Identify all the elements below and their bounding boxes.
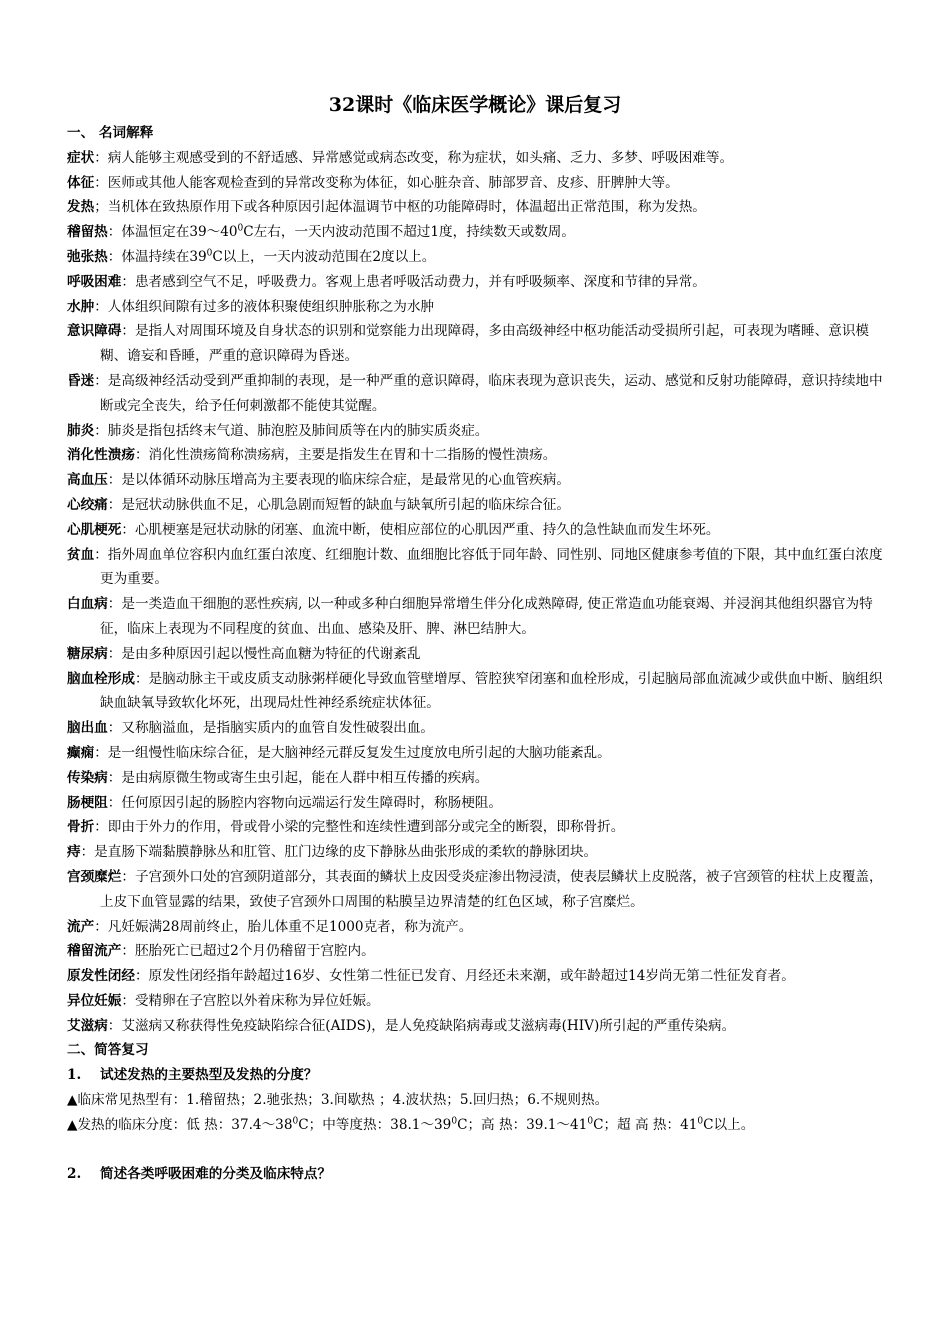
definition-term: 弛张热 bbox=[67, 248, 108, 265]
definition-text: ：胚胎死亡已超过2个月仍稽留于宫腔内。 bbox=[121, 943, 375, 960]
definition-term: 痔 bbox=[67, 844, 81, 861]
definition-term: 稽留热 bbox=[67, 224, 108, 241]
definition-text: ：是冠状动脉供血不足，心肌急剧而短暂的缺血与缺氧所引起的临床综合征。 bbox=[107, 496, 570, 513]
definition-entry bbox=[67, 518, 887, 543]
definition-text: ：消化性溃疡简称溃疡病，主要是指发生在胃和十二指肠的慢性溃疡。 bbox=[134, 447, 557, 464]
definition-text: ：即由于外力的作用，骨或骨小梁的完整性和连续性遭到部分或完全的断裂，即称骨折。 bbox=[94, 819, 625, 836]
definition-entry bbox=[67, 766, 887, 791]
definition-term: 呼吸困难 bbox=[67, 273, 122, 290]
definition-text: ：是指人对周围环境及自身状态的识别和觉察能力出现障碍，多由高级神经中枢功能活动受损所引起，可表现为嗜睡、意识模糊、谵妄和昏睡，严重的意识障碍为昏迷。 bbox=[100, 323, 870, 365]
definition-term: 意识障碍 bbox=[67, 323, 122, 340]
definition-term: 白血病 bbox=[67, 596, 108, 613]
definition-entry bbox=[67, 716, 887, 741]
definition-entry bbox=[67, 468, 887, 493]
definition-text: ：原发性闭经指年龄超过16岁、女性第二性征已发育、月经还未来潮，或年龄超过14岁尚无第二性征发育者。 bbox=[134, 968, 795, 985]
definition-term: 稽留流产 bbox=[67, 943, 122, 960]
question-2-text: 简述各类呼吸困难的分类及临床特点？ bbox=[100, 1166, 332, 1183]
definition-text: ：是直肠下端黏膜静脉丛和肛管、肛门边缘的皮下静脉丛曲张形成的柔软的静脉团块。 bbox=[80, 844, 598, 861]
definition-text: ：是脑动脉主干或皮质支动脉粥样硬化导致血管壁增厚、管腔狭窄闭塞和血栓形成，引起脑局部血流减少或供血中断、脑组织缺血缺氧导致软化坏死，出现局灶性神经系统症状体征。 bbox=[100, 670, 883, 712]
definition-list bbox=[67, 146, 887, 1039]
definition-term: 体征 bbox=[67, 174, 95, 191]
definition-text: ：是由多种原因引起以慢性高血糖为特征的代谢紊乱 bbox=[107, 645, 421, 662]
definition-entry bbox=[67, 319, 887, 369]
definition-entry bbox=[67, 171, 887, 196]
question-1-number: 1. bbox=[67, 1067, 82, 1084]
document-body bbox=[67, 121, 887, 1187]
question-2 bbox=[67, 1162, 887, 1187]
definition-term: 宫颈糜烂 bbox=[67, 868, 122, 885]
definition-term: 流产 bbox=[67, 918, 95, 935]
definition-text: ：是由病原微生物或寄生虫引起，能在人群中相互传播的疾病。 bbox=[107, 769, 489, 786]
definition-entry bbox=[67, 146, 887, 171]
definition-term: 原发性闭经 bbox=[67, 968, 135, 985]
definition-term: 癫痫 bbox=[67, 744, 95, 761]
definition-text: ：患者感到空气不足，呼吸费力。客观上患者呼吸活动费力，并有呼吸频率、深度和节律的异常。 bbox=[121, 273, 706, 290]
definition-text: ：体温恒定在$39\sim 40^0C$左右，一天内波动范围不超过1度，持续数天或数周。 bbox=[107, 223, 575, 241]
definition-text: ：病人能够主观感受到的不舒适感、异常感觉或病态改变，称为症状，如头痛、乏力、多梦、呼吸困难等。 bbox=[94, 149, 734, 166]
definition-text: ：又称脑溢血，是指脑实质内的血管自发性破裂出血。 bbox=[107, 720, 435, 737]
definition-entry bbox=[67, 667, 887, 717]
definition-term: 骨折 bbox=[67, 819, 95, 836]
definition-term: 艾滋病 bbox=[67, 1017, 108, 1034]
definition-text: ：人体组织间隙有过多的液体积聚使组织肿胀称之为水肿 bbox=[94, 298, 435, 315]
definition-text: ：是高级神经活动受到严重抑制的表现，是一种严重的意识障碍，临床表现为意识丧失，运动、感觉和反射功能障碍，意识持续地中断或完全丧失，给予任何刺激都不能使其觉醒。 bbox=[94, 372, 883, 414]
definition-entry bbox=[67, 989, 887, 1014]
question-2-number: 2. bbox=[67, 1166, 82, 1183]
section-heading-definitions: 一、 名词解释 bbox=[67, 125, 154, 141]
definition-term: 心肌梗死 bbox=[67, 521, 122, 538]
definition-text: ：凡妊娠满28周前终止，胎儿体重不足1000克者，称为流产。 bbox=[94, 918, 473, 935]
answer-1-line-2: ▲发热的临床分度：低 热：$37.4\sim 38^0C$；中等度热：$38.1\sim 39^0C$；高 热：$39.1\sim 41^0C$；超 高 热：$41^0C$以上。 bbox=[67, 1116, 755, 1133]
definition-text: ：指外周血单位容积内血红蛋白浓度、红细胞计数、血细胞比容低于同年龄、同性别、同地区健康参考值的下限，其中血红蛋白浓度更为重要。 bbox=[94, 546, 883, 588]
definition-text: ：艾滋病又称获得性免疫缺陷综合征(AIDS)，是人免疫缺陷病毒或艾滋病毒(HIV)所引起的严重传染病。 bbox=[107, 1017, 736, 1034]
definition-term: 心绞痛 bbox=[67, 496, 108, 513]
definition-term: 肺炎 bbox=[67, 422, 95, 439]
definition-term: 传染病 bbox=[67, 769, 108, 786]
definition-term: 症状 bbox=[67, 149, 95, 166]
definition-text: ：是以体循环动脉压增高为主要表现的临床综合症，是最常见的心血管疾病。 bbox=[107, 472, 570, 489]
definition-term: 高血压 bbox=[67, 472, 108, 489]
definition-term: 脑血栓形成 bbox=[67, 670, 135, 687]
definition-term: 肠梗阻 bbox=[67, 794, 108, 811]
definition-text: ：是一类造血干细胞的恶性疾病, 以一种或多种白细胞异常增生伴分化成熟障碍, 使正常造血功能衰竭、并浸润其他组织器官为特征，临床上表现为不同程度的贫血、出血、感染及肝、脾、淋巴结肿大。 bbox=[100, 596, 873, 637]
definition-entry bbox=[67, 543, 887, 593]
definition-term: 糖尿病 bbox=[67, 645, 108, 662]
definition-text: ：任何原因引起的肠腔内容物向远端运行发生障碍时，称肠梗阻。 bbox=[107, 794, 502, 811]
definition-entry bbox=[67, 642, 887, 667]
blank-line bbox=[67, 1138, 887, 1163]
definition-entry bbox=[67, 493, 887, 518]
definition-text: ；当机体在致热原作用下或各种原因引起体温调节中枢的功能障碍时，体温超出正常范围，称为发热。 bbox=[94, 199, 706, 216]
definition-entry bbox=[67, 791, 887, 816]
question-1-text: 试述发热的主要热型及发热的分度？ bbox=[100, 1067, 318, 1084]
definition-entry bbox=[67, 840, 887, 865]
definition-text: ：医师或其他人能客观检查到的异常改变称为体征，如心脏杂音、肺部罗音、皮疹、肝脾肿大等。 bbox=[94, 174, 679, 191]
definition-entry bbox=[67, 592, 887, 642]
definition-entry bbox=[67, 815, 887, 840]
definition-term: 脑出血 bbox=[67, 720, 108, 737]
definition-entry bbox=[67, 964, 887, 989]
definition-text: ：受精卵在子宫腔以外着床称为异位妊娠。 bbox=[121, 992, 380, 1009]
definition-entry bbox=[67, 915, 887, 940]
definition-entry bbox=[67, 220, 887, 245]
definition-text: ：是一组慢性临床综合征，是大脑神经元群反复发生过度放电所引起的大脑功能紊乱。 bbox=[94, 744, 611, 761]
definition-entry bbox=[67, 195, 887, 220]
definition-entry bbox=[67, 741, 887, 766]
definition-term: 异位妊娠 bbox=[67, 992, 122, 1009]
definition-entry bbox=[67, 443, 887, 468]
definition-entry bbox=[67, 270, 887, 295]
definition-term: 昏迷 bbox=[67, 372, 95, 389]
answer-1-line-1: ▲临床常见热型有：1.稽留热；2.驰张热；3.间歇热 ；4.波状热；5.回归热；6.不规则热。 bbox=[67, 1092, 609, 1109]
definition-term: 消化性溃疡 bbox=[67, 447, 135, 464]
definition-term: 贫血 bbox=[67, 546, 95, 563]
page-title: 32课时《临床医学概论》课后复习 bbox=[328, 94, 622, 116]
question-1 bbox=[67, 1063, 887, 1088]
definition-entry bbox=[67, 419, 887, 444]
definition-text: ：子宫颈外口处的宫颈阴道部分，其表面的鳞状上皮因受炎症渗出物浸渍，使表层鳞状上皮脱落，被子宫颈管的柱状上皮覆盖，上皮下血管显露的结果，致使子宫颈外口周围的粘膜呈边界清楚的红色区域，称子宫糜烂。 bbox=[100, 868, 883, 910]
definition-term: 发热 bbox=[67, 199, 95, 216]
definition-entry bbox=[67, 1014, 887, 1039]
definition-entry bbox=[67, 939, 887, 964]
definition-entry bbox=[67, 245, 887, 270]
definition-text: ：心肌梗塞是冠状动脉的闭塞、血流中断，使相应部位的心肌因严重、持久的急性缺血而发生坏死。 bbox=[121, 521, 720, 538]
definition-entry bbox=[67, 865, 887, 915]
definition-entry bbox=[67, 295, 887, 320]
definition-text: ：肺炎是指包括终末气道、肺泡腔及肺间质等在内的肺实质炎症。 bbox=[94, 422, 489, 439]
definition-entry bbox=[67, 369, 887, 419]
definition-text: ：体温持续在$39^0C$以上，一天内波动范围在2度以上。 bbox=[107, 248, 436, 265]
section-heading-short-answers: 二、简答复习 bbox=[67, 1042, 149, 1059]
definition-term: 水肿 bbox=[67, 298, 95, 315]
